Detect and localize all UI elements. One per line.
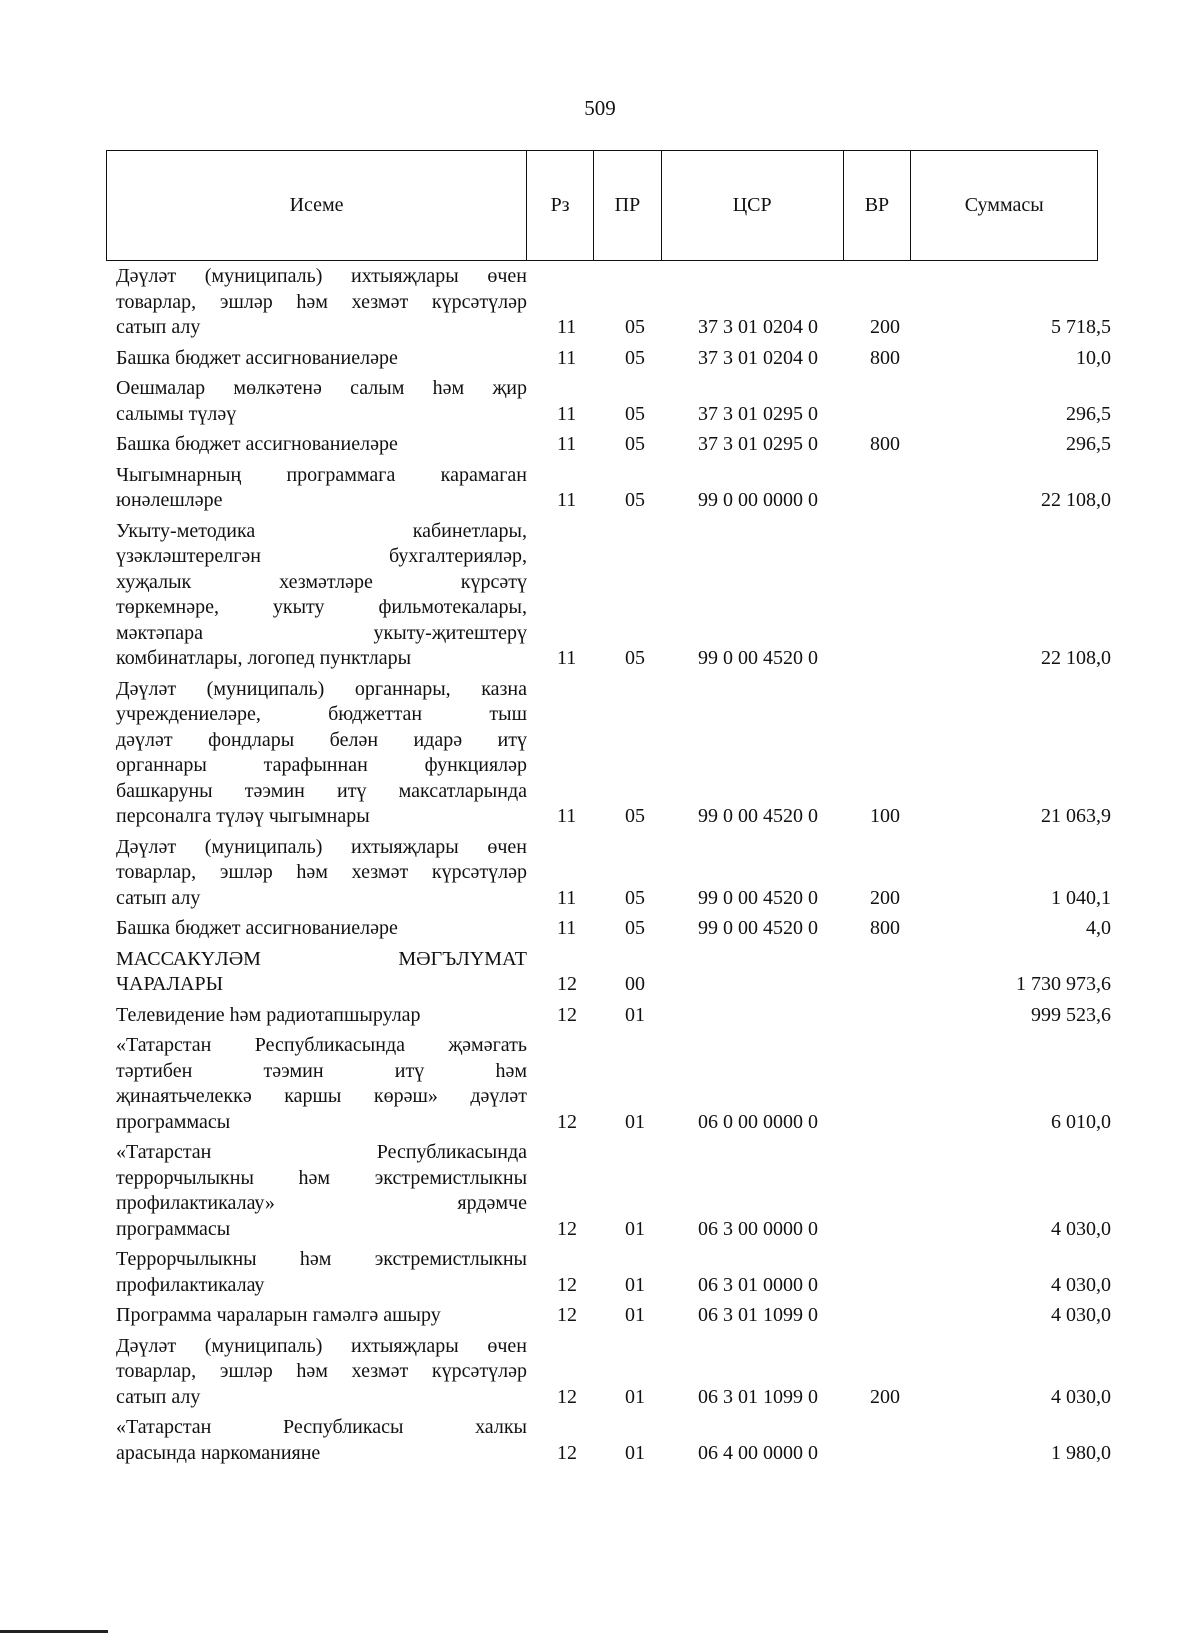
row-name [116,1415,527,1466]
row-pr: 01 [625,1441,645,1464]
row-name-line: МАССАКҮЛӘМ МӘГЪЛҮМАТ [116,947,527,970]
row-name-line: учреждениеләре, бюджеттан тыш [116,703,527,725]
row-rz: 12 [557,1441,577,1464]
row-sum: 4 030,0 [1051,1273,1111,1296]
header-pr: ПР [594,151,662,260]
row-csr: 99 0 00 0000 0 [698,489,818,511]
row-csr: 06 4 00 0000 0 [698,1441,818,1464]
row-pr: 05 [625,346,645,369]
footer-rule [0,1630,108,1633]
row-vr: 200 [870,1385,900,1408]
row-name-line: Башка бюджет ассигнованиеләре [116,917,398,939]
row-vr: 100 [870,805,900,827]
row-name-line: «Татарстан Республикасында [116,1141,527,1163]
row-name-line: башкаруны тәэмин итү максатларында [116,779,527,802]
row-name-line: җинаятьчелеккә каршы көрәш» дәүләт [116,1085,527,1107]
row-name-line: сатып алу [116,1385,201,1408]
row-sum: 999 523,6 [1031,1003,1111,1026]
row-name-line: Дәүләт (муниципаль) ихтыяҗлары өчен [116,835,527,858]
row-sum: 296,5 [1066,402,1111,425]
row-sum: 21 063,9 [1041,805,1111,827]
row-pr: 05 [625,316,645,338]
row-rz: 12 [557,1304,577,1326]
row-name-line: Террорчылыкны һәм экстремистлыкны [116,1248,527,1270]
row-pr: 05 [625,917,645,939]
row-name-line: комбинатлары, логопед пунктлары [116,647,412,669]
row-vr: 200 [870,886,900,909]
row-pr: 01 [625,1110,645,1133]
row-name-line: юнәлешләре [116,489,223,511]
row-name-line: Телевидение һәм радиотапшырулар [116,1003,421,1026]
row-name-line: үзәкләштерелгән бухгалтерияләр, [116,545,527,567]
row-name [116,677,527,830]
row-csr: 06 0 00 0000 0 [698,1110,818,1133]
row-pr: 01 [625,1385,645,1408]
row-name-line: сатып алу [116,886,201,909]
row-name-line: террорчылыкны һәм экстремистлыкны [116,1166,527,1189]
row-name [116,1033,527,1135]
row-name [116,1003,527,1029]
row-rz: 11 [557,402,577,425]
row-name-line: программасы [116,1217,231,1240]
header-csr: ЦСР [662,151,844,260]
row-name-line: Башка бюджет ассигнованиеләре [116,433,398,455]
table-row [0,1415,1200,1466]
row-sum: 1 980,0 [1051,1441,1111,1464]
table-row [0,916,1200,942]
table-header [106,150,1098,261]
row-name-line: профилактикалау» ярдәмче [116,1192,527,1214]
row-name-line: программасы [116,1110,231,1133]
row-pr: 05 [625,402,645,425]
row-name [116,432,527,458]
row-name-line: товарлар, эшләр һәм хезмәт күрсәтүләр [116,290,527,313]
row-vr: 800 [870,917,900,939]
row-name-line: Дәүләт (муниципаль) ихтыяҗлары өчен [116,265,527,287]
row-rz: 11 [557,316,577,338]
table-row [0,1033,1200,1135]
row-name-line: салымы түләү [116,402,237,425]
row-csr: 37 3 01 0295 0 [698,402,818,425]
row-name [116,1303,527,1329]
header-name: Исеме [107,151,527,260]
row-rz: 11 [557,647,577,669]
row-name-line: органнары тарафыннан функцияләр [116,754,527,776]
row-name-line: Башка бюджет ассигнованиеләре [116,346,398,369]
row-name-line: профилактикалау [116,1273,265,1296]
table-row [0,264,1200,341]
row-name-line: «Татарстан Республикасы халкы [116,1416,527,1438]
row-vr: 800 [870,433,900,455]
row-vr: 800 [870,346,900,369]
row-pr: 01 [625,1304,645,1326]
table-row [0,346,1200,372]
row-name [116,1334,527,1411]
row-name [116,835,527,912]
row-pr: 01 [625,1003,645,1026]
row-csr: 99 0 00 4520 0 [698,886,818,909]
row-rz: 12 [557,1217,577,1240]
row-pr: 05 [625,647,645,669]
row-sum: 4,0 [1086,917,1111,939]
table-row [0,835,1200,912]
row-name [116,519,527,672]
table-row [0,1334,1200,1411]
table-row [0,376,1200,427]
row-name [116,947,527,998]
row-csr: 99 0 00 4520 0 [698,647,818,669]
table-row [0,519,1200,672]
row-name [116,916,527,942]
page-number: 509 [584,96,616,120]
row-csr: 06 3 00 0000 0 [698,1217,818,1240]
row-name-line: ЧАРАЛАРЫ [116,973,224,995]
row-name [116,346,527,372]
row-pr: 01 [625,1217,645,1240]
row-sum: 10,0 [1076,346,1111,369]
row-sum: 22 108,0 [1041,489,1111,511]
row-name [116,1247,527,1298]
row-name [116,376,527,427]
row-rz: 12 [557,1273,577,1296]
row-sum: 5 718,5 [1051,316,1111,338]
table-row [0,1247,1200,1298]
row-rz: 11 [557,433,577,455]
table-row [0,947,1200,998]
row-name-line: дәүләт фондлары белән идарә итү [116,728,527,751]
row-rz: 12 [557,1385,577,1408]
row-name [116,463,527,514]
row-sum: 4 030,0 [1051,1304,1111,1326]
row-pr: 05 [625,805,645,827]
row-csr: 06 3 01 1099 0 [698,1304,818,1326]
row-name-line: персоналга түләү чыгымнары [116,805,370,827]
row-csr: 99 0 00 4520 0 [698,917,818,939]
row-csr: 37 3 01 0204 0 [698,316,818,338]
row-sum: 4 030,0 [1051,1385,1111,1408]
row-pr: 05 [625,489,645,511]
row-csr: 06 3 01 0000 0 [698,1273,818,1296]
row-rz: 11 [557,886,577,909]
row-name [116,1140,527,1242]
row-name [116,264,527,341]
row-name-line: Программа чараларын гамәлгә ашыру [116,1304,441,1326]
row-name-line: Дәүләт (муниципаль) органнары, казна [116,677,527,700]
row-csr: 37 3 01 0204 0 [698,346,818,369]
row-name-line: хуҗалык хезмәтләре күрсәтү [116,570,527,593]
row-sum: 1 040,1 [1051,886,1111,909]
row-sum: 4 030,0 [1051,1217,1111,1240]
row-rz: 11 [557,805,577,827]
header-sum: Суммасы [964,194,1044,216]
row-pr: 01 [625,1273,645,1296]
row-name-line: Дәүләт (муниципаль) ихтыяҗлары өчен [116,1334,527,1357]
row-name-line: арасында наркоманияне [116,1441,321,1464]
row-name-line: товарлар, эшләр һәм хезмәт күрсәтүләр [116,1360,527,1382]
row-csr: 37 3 01 0295 0 [698,433,818,455]
row-pr: 05 [625,433,645,455]
row-sum: 1 730 973,6 [1016,973,1111,995]
table-row [0,1140,1200,1242]
row-name-line: Укыту-методика кабинетлары, [116,519,527,542]
row-name-line: мәктәпара укыту-җитештерү [116,621,527,644]
row-name-line: тәртибен тәэмин итү һәм [116,1059,527,1082]
row-name-line: Чыгымнарның программага карамаган [116,463,527,486]
row-csr: 99 0 00 4520 0 [698,805,818,827]
row-vr: 200 [870,316,900,338]
row-name-line: товарлар, эшләр һәм хезмәт күрсәтүләр [116,861,527,883]
row-rz: 11 [557,489,577,511]
row-rz: 12 [557,1110,577,1133]
table-row [0,463,1200,514]
row-rz: 11 [557,346,577,369]
row-rz: 12 [557,1003,577,1026]
row-name-line: Оешмалар мөлкәтенә салым һәм җир [116,377,527,399]
row-pr: 00 [625,973,645,995]
table-row [0,1303,1200,1329]
row-name-line: төркемнәре, укыту фильмотекалары, [116,596,527,618]
row-name-line: «Татарстан Республикасында җәмәгать [116,1034,527,1056]
header-vr: ВР [844,151,912,260]
row-pr: 05 [625,886,645,909]
header-rz: Рз [527,151,594,260]
row-sum: 6 010,0 [1051,1110,1111,1133]
table-row [0,1003,1200,1029]
row-csr: 06 3 01 1099 0 [698,1385,818,1408]
row-rz: 12 [557,973,577,995]
table-row [0,432,1200,458]
row-sum: 22 108,0 [1041,647,1111,669]
table-row [0,677,1200,830]
table-body [0,264,1200,1471]
row-rz: 11 [557,917,577,939]
row-name-line: сатып алу [116,316,201,338]
row-sum: 296,5 [1066,433,1111,455]
